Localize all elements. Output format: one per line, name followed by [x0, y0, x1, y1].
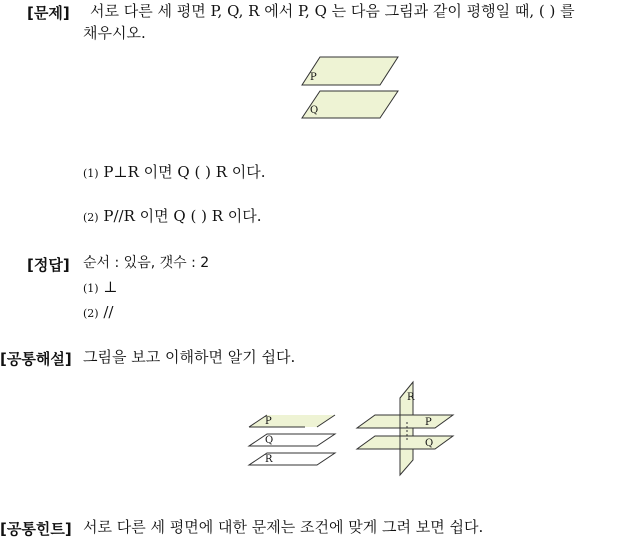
- plane-q-label: Q: [265, 435, 274, 446]
- item-text: //: [103, 303, 114, 321]
- plane-p: [357, 415, 453, 428]
- explanation-text: 그림을 보고 이해하면 알기 쉽다.: [83, 348, 296, 366]
- plane-r-label: R: [407, 392, 415, 403]
- plane-r: [249, 453, 335, 465]
- plane-p-label: P: [310, 72, 317, 83]
- perpendicular-planes-figure: [355, 380, 457, 477]
- problem-item-2: [83, 209, 262, 224]
- answer-item-2: [83, 305, 113, 320]
- plane-q-label: Q: [425, 438, 434, 449]
- problem-line-1: 서로 다른 세 평면 P, Q, R 에서 P, Q 는 다음 그림과 같이 평행일 때, ( ) 를: [90, 2, 575, 20]
- plane-p-label: P: [265, 416, 272, 427]
- item-number: (1): [83, 167, 99, 180]
- plane-p-label: P: [425, 417, 432, 428]
- problem-line-2: 채우시오.: [83, 24, 146, 42]
- item-number: (2): [83, 307, 99, 320]
- problem-label: [문제]: [27, 4, 70, 22]
- plane-q: [357, 436, 453, 449]
- parallel-planes-figure: [300, 55, 400, 120]
- plane-r-label: R: [265, 454, 273, 465]
- plane-q: [249, 434, 335, 446]
- answer-summary: 순서 : 있음, 갯수 : 2: [83, 255, 210, 271]
- hint-text: 서로 다른 세 평면에 대한 문제는 조건에 맞게 그려 보면 쉽다.: [83, 518, 484, 536]
- item-text: ⊥: [103, 278, 118, 296]
- item-text: P//R 이면 Q ( ) R 이다.: [103, 207, 262, 225]
- answer-label: [정답]: [27, 256, 70, 274]
- item-number: (1): [83, 282, 99, 295]
- item-text: P⊥R 이면 Q ( ) R 이다.: [103, 163, 266, 181]
- three-parallel-planes-figure: [245, 413, 340, 468]
- plane-q-label: Q: [310, 105, 319, 116]
- hint-label: [공통힌트]: [0, 520, 72, 538]
- problem-item-1: [83, 165, 266, 180]
- explanation-label: [공통해설]: [0, 350, 72, 368]
- item-number: (2): [83, 211, 99, 224]
- plane-p: [249, 415, 335, 427]
- answer-item-1: [83, 280, 117, 295]
